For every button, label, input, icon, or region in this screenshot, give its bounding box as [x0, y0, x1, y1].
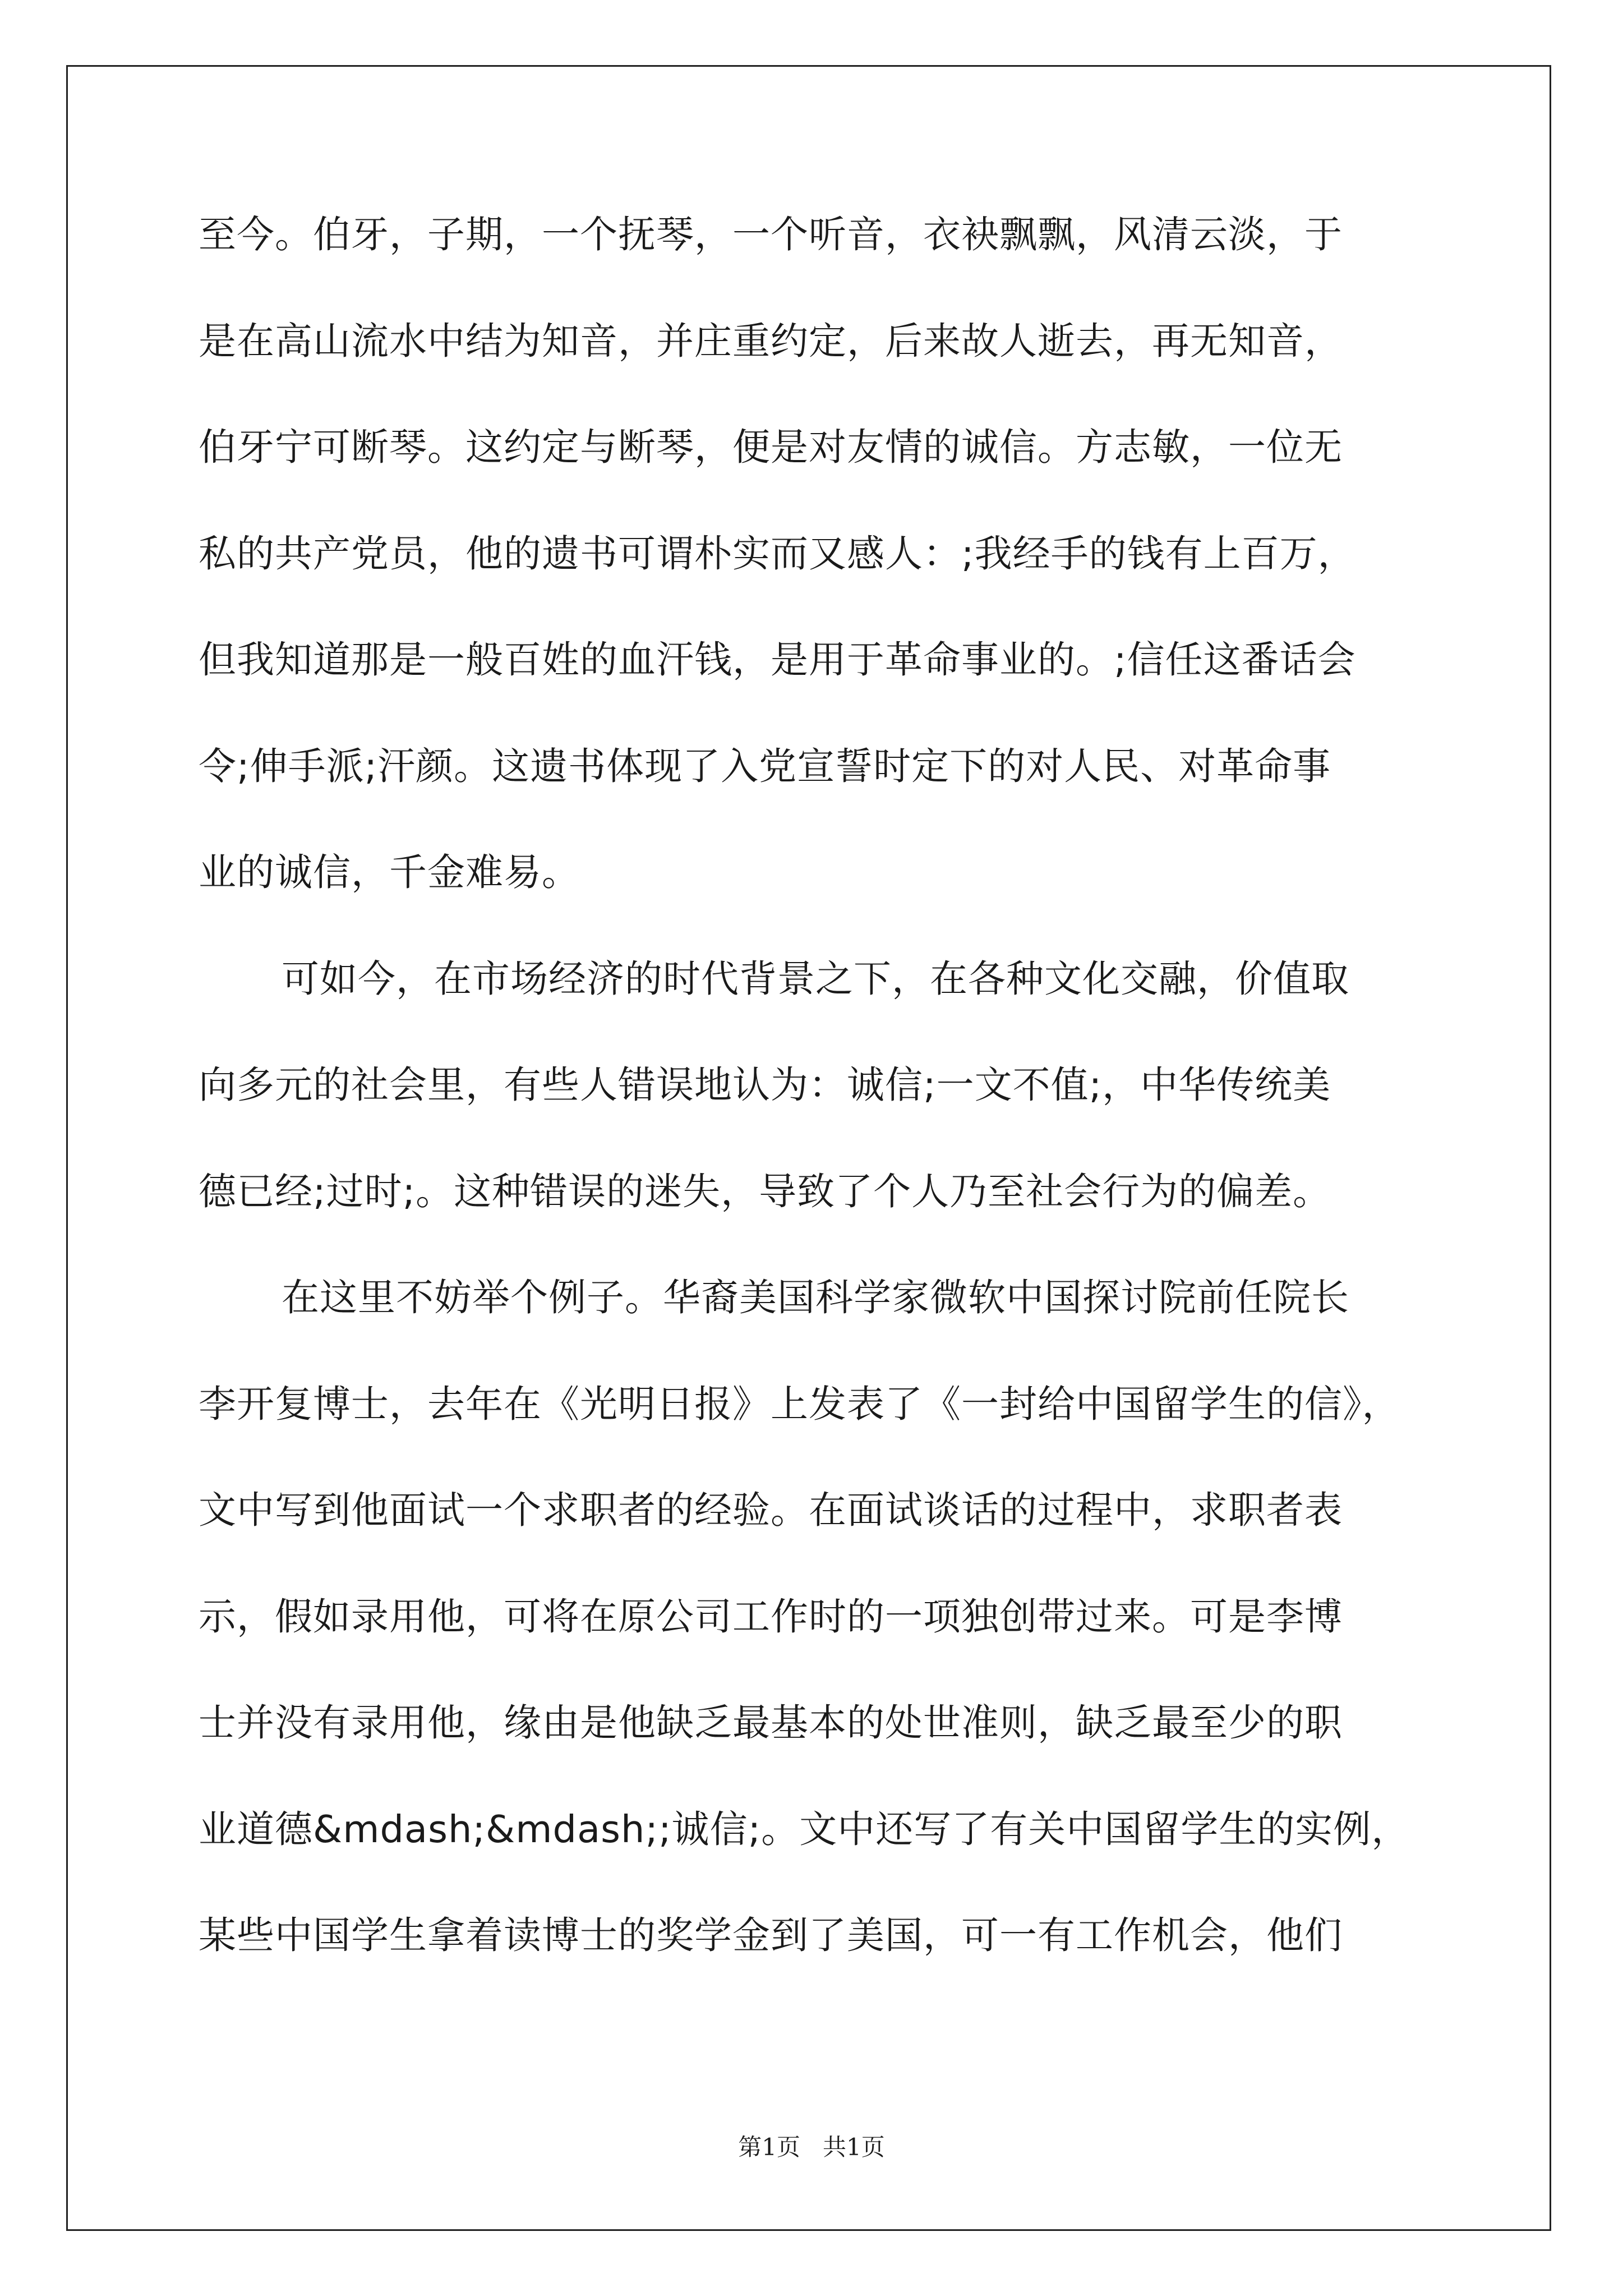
text-line-16: 业道德&mdash;&mdash;;诚信;。文中还写了有关中国留学生的实例，: [199, 1807, 1410, 1851]
text-line-14: 示，假如录用他，可将在原公司工作时的一项独创带过来。可是李博: [199, 1594, 1343, 1639]
document-body: [199, 213, 1432, 2025]
text-line-8: 可如今，在市场经济的时代背景之下，在各种文化交融，价值取: [282, 956, 1349, 1001]
text-line-5: 但我知道那是一般百姓的血汗钱，是用于革命事业的。;信任这番话会: [199, 638, 1356, 682]
text-line-9: 向多元的社会里，有些人错误地认为：诚信;一文不值;，中华传统美: [199, 1063, 1331, 1107]
text-line-3: 伯牙宁可断琴。这约定与断琴，便是对友情的诚信。方志敏，一位无: [199, 425, 1343, 469]
text-line-11: 在这里不妨举个例子。华裔美国科学家微软中国探讨院前任院长: [282, 1276, 1349, 1319]
text-line-1: 至今。伯牙，子期，一个抚琴，一个听音，衣袂飘飘，风清云淡，于: [199, 213, 1343, 256]
text-line-7: 业的诚信，千金难易。: [199, 850, 580, 894]
text-line-13: 文中写到他面试一个求职者的经验。在面试谈话的过程中，求职者表: [199, 1488, 1343, 1532]
text-line-12: 李开复博士，去年在《光明日报》上发表了《一封给中国留学生的信》，: [199, 1382, 1400, 1426]
text-line-15: 士并没有录用他，缘由是他缺乏最基本的处世准则，缺乏最至少的职: [199, 1701, 1343, 1745]
text-line-4: 私的共产党员，他的遗书可谓朴实而又感人：;我经手的钱有上百万，: [199, 531, 1356, 576]
text-line-2: 是在高山流水中结为知音，并庄重约定，后来故人逝去，再无知音，: [199, 319, 1343, 363]
text-line-10: 德已经;过时;。这种错误的迷失，导致了个人乃至社会行为的偏差。: [199, 1169, 1331, 1213]
text-line-17: 某些中国学生拿着读博士的奖学金到了美国，可一有工作机会，他们: [199, 1913, 1343, 1957]
text-line-6: 令;伸手派;汗颜。这遗书体现了入党宣誓时定下的对人民、对革命事: [199, 744, 1331, 788]
page-number-footer: 第1页 共1页: [738, 2133, 885, 2161]
